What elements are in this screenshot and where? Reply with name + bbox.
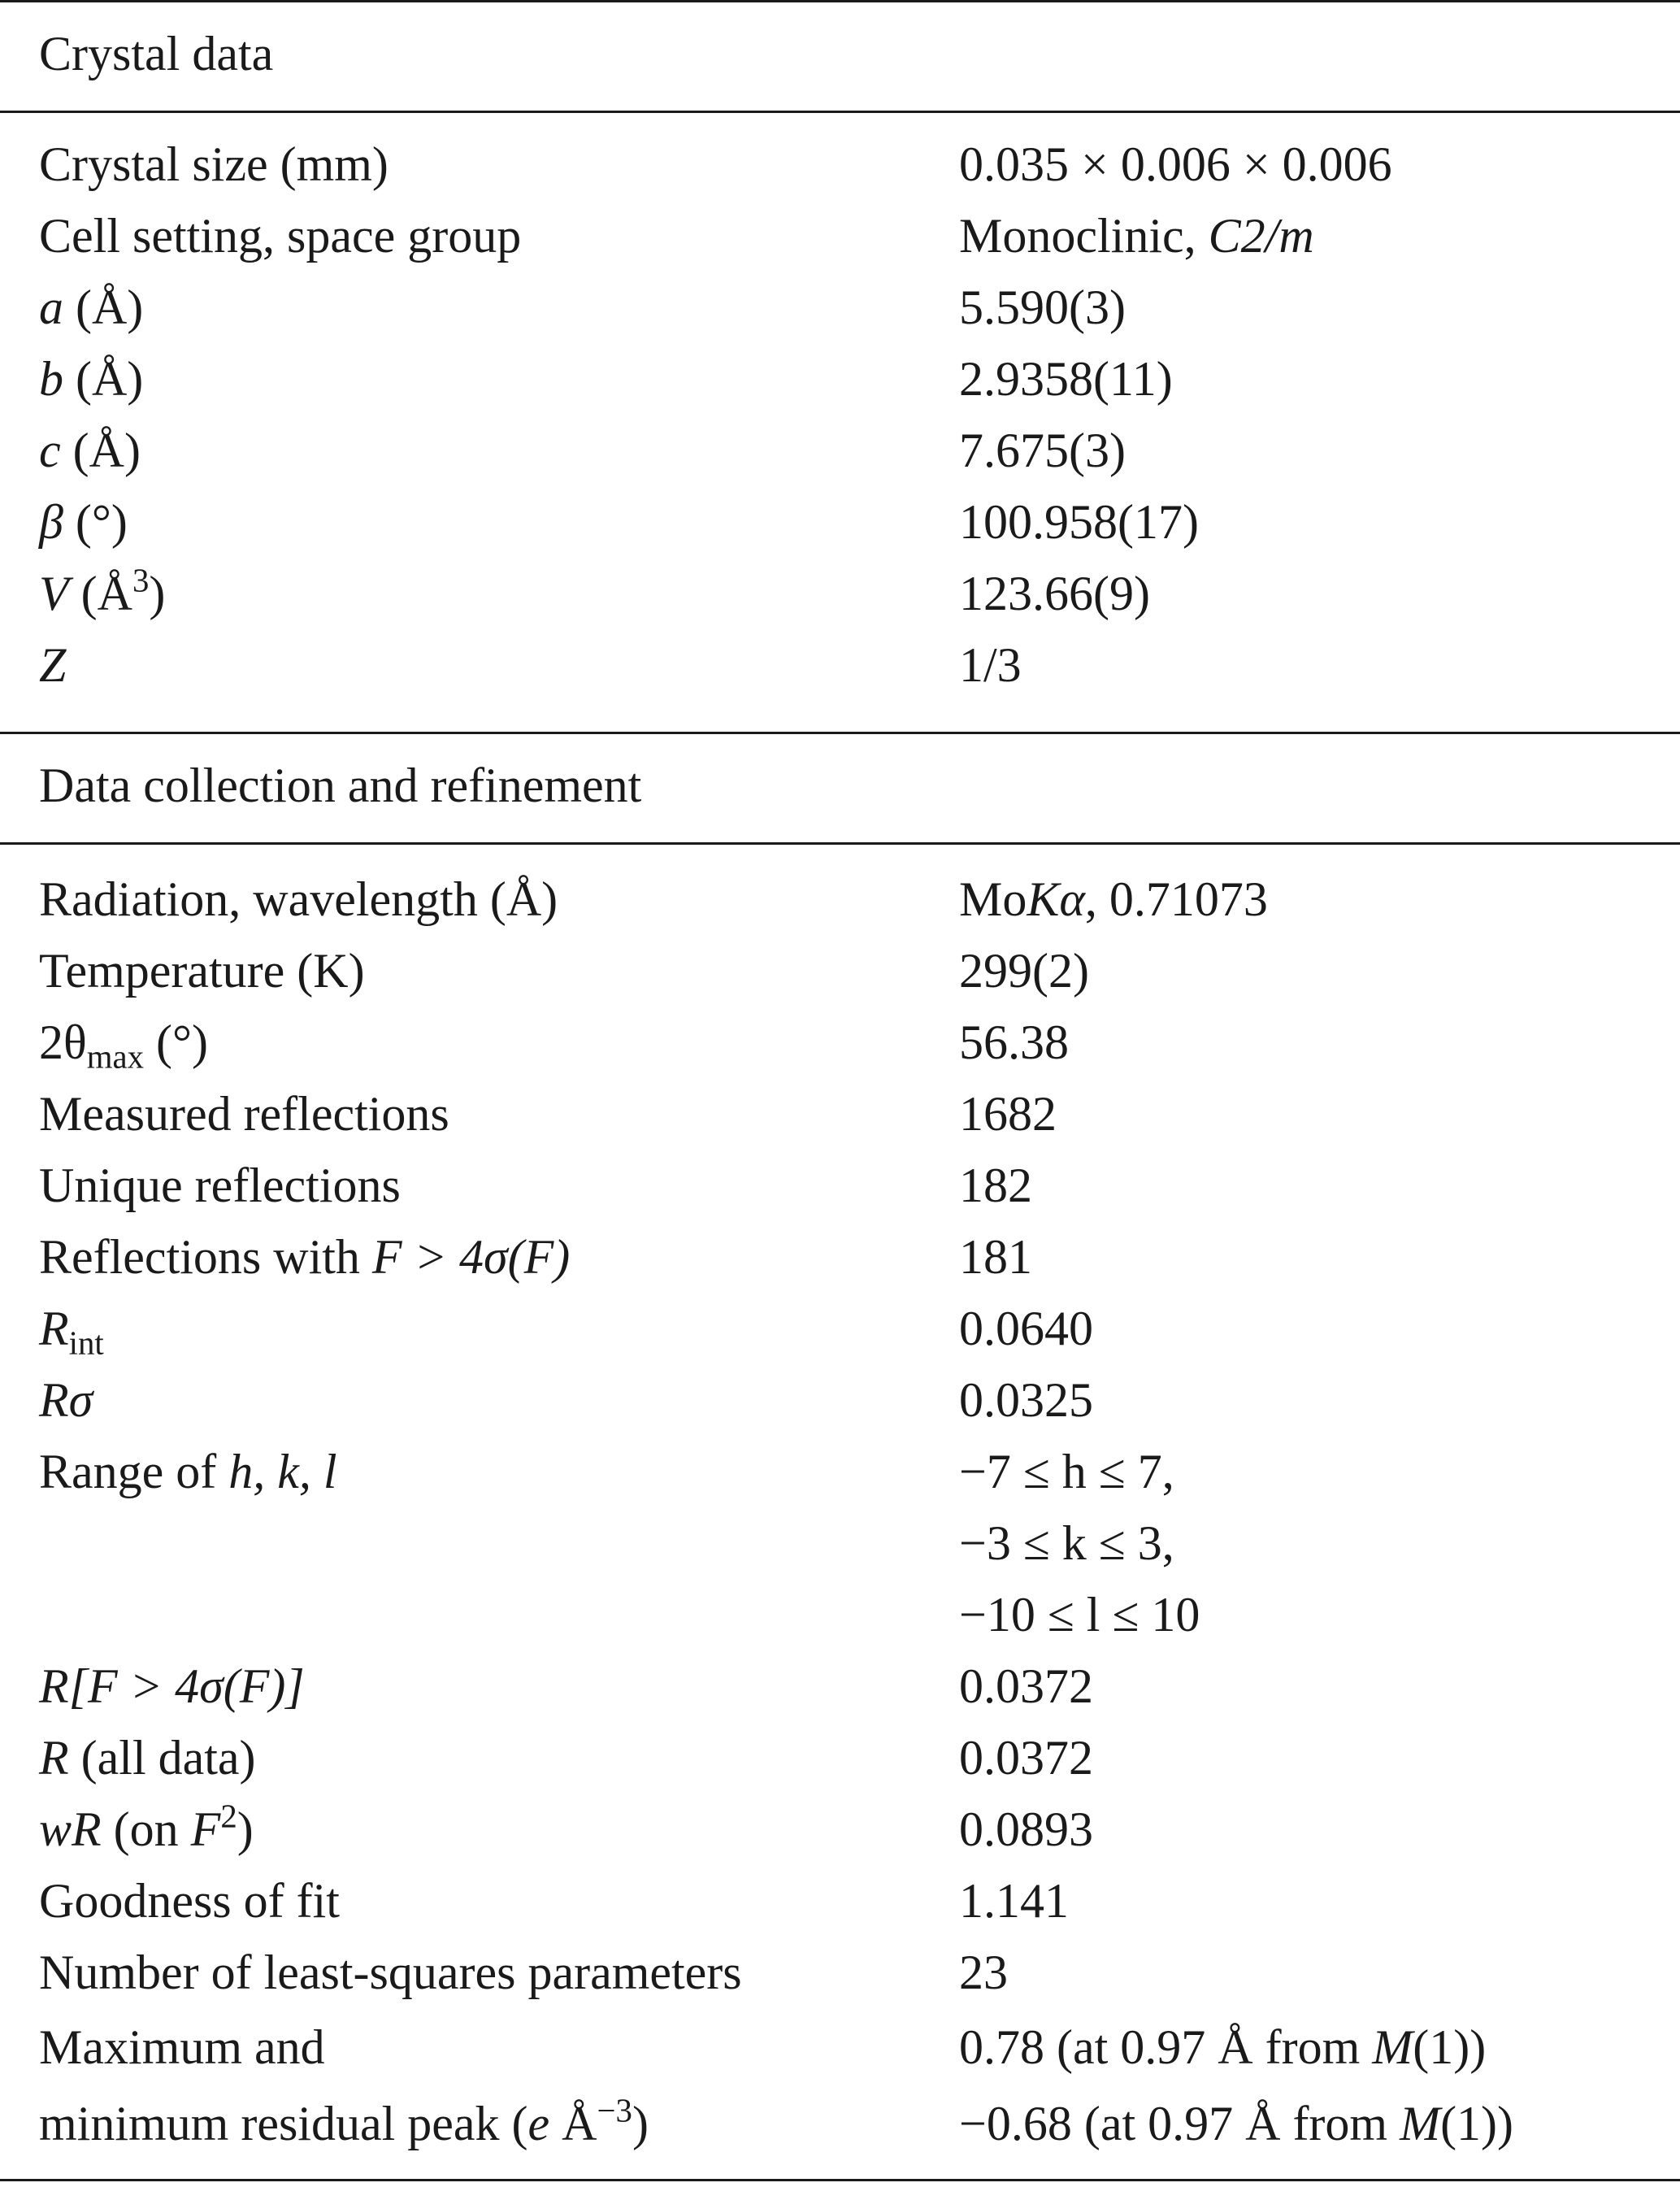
table-row bbox=[0, 1007, 1680, 1078]
row-value: 0.0372 bbox=[959, 1731, 1093, 1785]
row-value: 0.0372 bbox=[959, 1659, 1093, 1713]
row-value: −3 ≤ k ≤ 3, bbox=[959, 1516, 1174, 1570]
top-rule bbox=[0, 0, 1680, 2]
section-header-crystal-data: Crystal data bbox=[39, 27, 274, 80]
table-row-continuation bbox=[0, 1507, 1680, 1579]
table-row bbox=[0, 272, 1680, 343]
row-value: −10 ≤ l ≤ 10 bbox=[959, 1588, 1200, 1641]
row-label: Goodness of fit bbox=[39, 1874, 340, 1928]
row-value: 7.675(3) bbox=[959, 424, 1126, 477]
table-row bbox=[0, 2011, 1680, 2083]
row-value: 1.141 bbox=[959, 1874, 1069, 1928]
table-row bbox=[0, 1722, 1680, 1794]
row-label: minimum residual peak (e $Å^{-3}$) bbox=[39, 2092, 649, 2150]
bottom-rule bbox=[0, 2179, 1680, 2181]
table-row-continuation bbox=[0, 1579, 1680, 1650]
table-row bbox=[0, 1221, 1680, 1293]
row-label: Cell setting, space group bbox=[39, 209, 522, 263]
row-label: Temperature (K) bbox=[39, 944, 365, 998]
row-value: 23 bbox=[959, 1946, 1008, 1999]
table-row bbox=[0, 863, 1680, 935]
row-label: R (all data) bbox=[39, 1731, 256, 1785]
row-label: V $(Å^3)$ bbox=[39, 562, 166, 620]
table-row bbox=[0, 1293, 1680, 1364]
row-label: Z bbox=[39, 638, 67, 692]
row-value: −0.68 (at 0.97 Å from M(1)) bbox=[959, 2097, 1514, 2150]
row-value: 182 bbox=[959, 1159, 1032, 1212]
table-row bbox=[0, 1937, 1680, 2008]
table-row bbox=[0, 1078, 1680, 1150]
row-label: a (Å) bbox=[39, 280, 144, 334]
row-value: −7 ≤ h ≤ 7, bbox=[959, 1445, 1174, 1498]
row-value: 299(2) bbox=[959, 944, 1089, 998]
table-row bbox=[0, 558, 1680, 629]
table-row bbox=[0, 200, 1680, 272]
table-row bbox=[0, 1794, 1680, 1865]
section-rule bbox=[0, 111, 1680, 113]
row-value: 100.958(17) bbox=[959, 495, 1199, 549]
row-value: 0.0640 bbox=[959, 1302, 1093, 1355]
row-label: wR (on $F^2$) bbox=[39, 1798, 254, 1856]
row-value: 56.38 bbox=[959, 1015, 1069, 1069]
table-row bbox=[0, 935, 1680, 1007]
row-label: Maximum and bbox=[39, 2020, 325, 2074]
table-row bbox=[0, 629, 1680, 701]
row-value: 1/3 bbox=[959, 638, 1022, 692]
row-value: 0.035 × 0.006 × 0.006 bbox=[959, 137, 1392, 191]
row-label: Crystal size (mm) bbox=[39, 137, 389, 191]
row-value: 2.9358(11) bbox=[959, 352, 1173, 406]
table-row bbox=[0, 1650, 1680, 1722]
row-value: 1682 bbox=[959, 1087, 1057, 1141]
row-label: Range of h, k, l bbox=[39, 1445, 337, 1498]
row-label: c (Å) bbox=[39, 424, 141, 477]
row-value: 123.66(9) bbox=[959, 567, 1150, 620]
row-label: R[F > 4σ(F)] bbox=[39, 1659, 305, 1713]
row-label: Number of least-squares parameters bbox=[39, 1946, 742, 1999]
table-row bbox=[0, 1865, 1680, 1937]
row-value: 5.590(3) bbox=[959, 280, 1126, 334]
row-label: $R_{int}$ bbox=[39, 1302, 104, 1362]
row-label: Unique reflections bbox=[39, 1159, 401, 1212]
row-label: $2\theta_{max}$ (°) bbox=[39, 1015, 208, 1076]
row-value: Monoclinic, C2/m bbox=[959, 209, 1314, 263]
section-rule bbox=[0, 842, 1680, 845]
table-row bbox=[0, 1436, 1680, 1507]
table-row bbox=[0, 343, 1680, 415]
row-label: Radiation, wavelength (Å) bbox=[39, 872, 558, 926]
row-value: 181 bbox=[959, 1230, 1032, 1284]
row-label: b (Å) bbox=[39, 352, 144, 406]
row-value: MoKα, 0.71073 bbox=[959, 872, 1268, 926]
row-label: Measured reflections bbox=[39, 1087, 449, 1141]
row-label: Rσ bbox=[39, 1373, 93, 1427]
row-value: 0.78 (at 0.97 Å from M(1)) bbox=[959, 2020, 1487, 2074]
row-label: Reflections with F > 4σ(F) bbox=[39, 1230, 571, 1284]
section-header-data-collection: Data collection and refinement bbox=[39, 759, 642, 812]
row-value: 0.0893 bbox=[959, 1802, 1093, 1856]
table-row bbox=[0, 2088, 1680, 2159]
table-row bbox=[0, 415, 1680, 486]
table-row bbox=[0, 486, 1680, 558]
section-rule bbox=[0, 732, 1680, 734]
row-label: β (°) bbox=[39, 495, 128, 549]
table-row bbox=[0, 1364, 1680, 1436]
row-value: 0.0325 bbox=[959, 1373, 1093, 1427]
table-row bbox=[0, 1150, 1680, 1221]
table-row bbox=[0, 128, 1680, 200]
